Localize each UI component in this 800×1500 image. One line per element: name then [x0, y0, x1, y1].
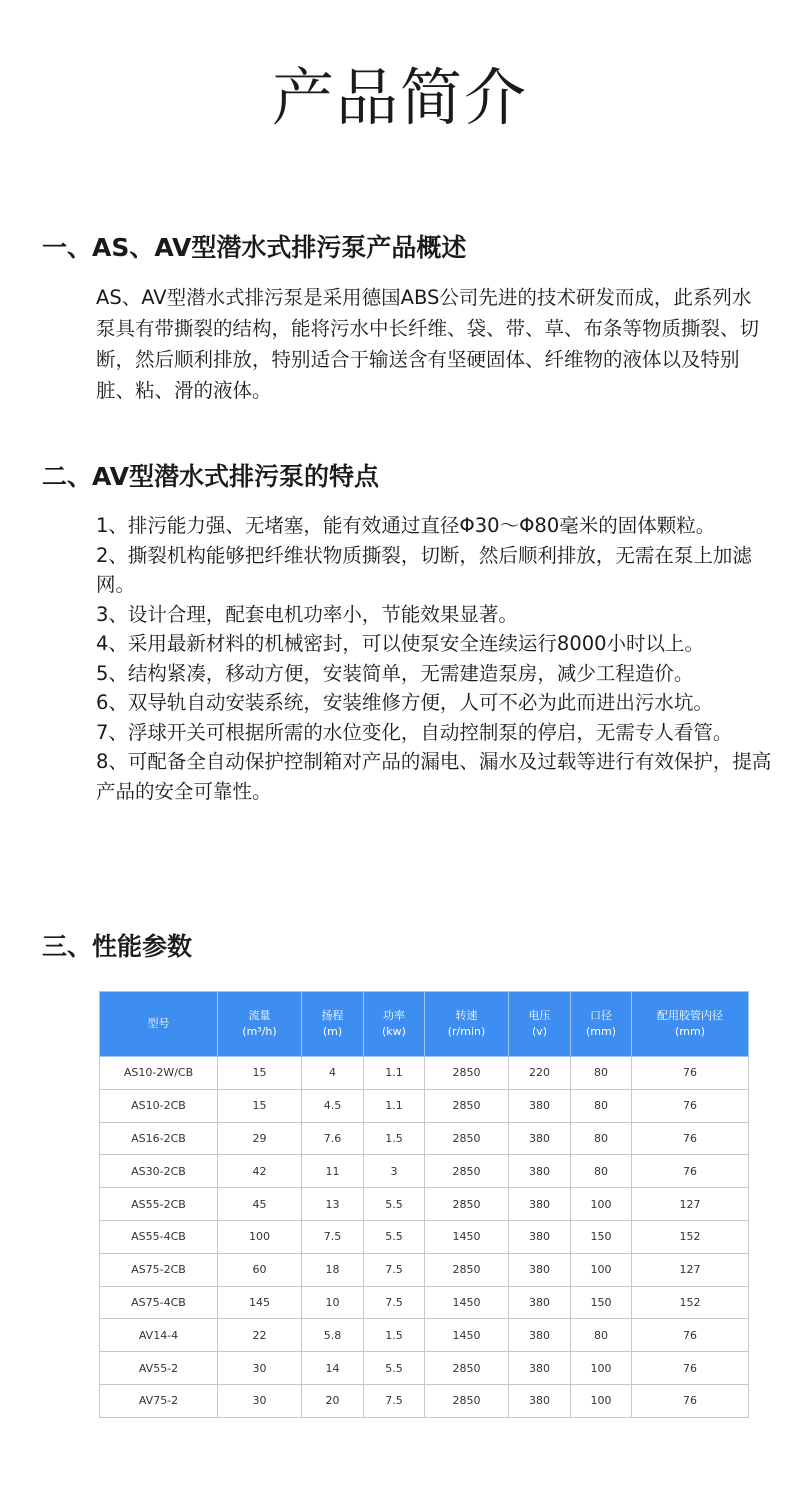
table-cell: 2850	[425, 1188, 509, 1221]
table-cell: 15	[218, 1089, 302, 1122]
table-cell: 2850	[425, 1253, 509, 1286]
table-cell: 76	[632, 1089, 749, 1122]
header-label: 口径	[590, 1009, 612, 1022]
table-cell: 4	[302, 1057, 364, 1090]
table-cell: 150	[571, 1220, 632, 1253]
table-cell: AV14-4	[100, 1319, 218, 1352]
table-cell: 127	[632, 1253, 749, 1286]
table-cell: 2850	[425, 1122, 509, 1155]
table-cell: 100	[571, 1188, 632, 1221]
table-header-cell	[364, 992, 425, 1057]
feature-item: 2、撕裂机构能够把纤维状物质撕裂，切断，然后顺利排放，无需在泵上加滤网。	[96, 543, 752, 596]
table-cell: 127	[632, 1188, 749, 1221]
table-cell: 7.5	[364, 1286, 425, 1319]
table-cell: AS75-2CB	[100, 1253, 218, 1286]
table-header-cell	[302, 992, 364, 1057]
table-row	[100, 1188, 749, 1221]
spec-table	[99, 991, 749, 1418]
header-unit: (kw)	[382, 1025, 406, 1038]
table-cell: 7.5	[302, 1220, 364, 1253]
table-cell: AS55-2CB	[100, 1188, 218, 1221]
table-cell: 29	[218, 1122, 302, 1155]
header-unit: (m)	[322, 1025, 343, 1038]
table-cell: 76	[632, 1057, 749, 1090]
table-cell: 380	[509, 1220, 571, 1253]
table-cell: AS10-2W/CB	[100, 1057, 218, 1090]
table-cell: 10	[302, 1286, 364, 1319]
feature-item: 5、结构紧凑，移动方便，安装简单，无需建造泵房，减少工程造价。	[96, 661, 694, 685]
table-header-cell	[509, 992, 571, 1057]
table-row	[100, 1286, 749, 1319]
section-heading-features: 二、AV型潜水式排污泵的特点	[42, 462, 380, 491]
table-header-row	[100, 992, 749, 1057]
overview-paragraph: AS、AV型潜水式排污泵是采用德国ABS公司先进的技术研发而成，此系列水泵具有带撕裂的结构，能将污水中长纤维、袋、带、草、布条等物质撕裂、切断，然后顺利排放，特别适合于输送含有坚硬固体、纤维物的液体以及特别脏、粘、滑的液体。	[96, 286, 760, 402]
table-cell: 380	[509, 1253, 571, 1286]
table-cell: 30	[218, 1384, 302, 1417]
table-row	[100, 1253, 749, 1286]
table-cell: 150	[571, 1286, 632, 1319]
table-cell: 380	[509, 1384, 571, 1417]
table-cell: 5.8	[302, 1319, 364, 1352]
table-cell: 1.5	[364, 1319, 425, 1352]
table-cell: AV75-2	[100, 1384, 218, 1417]
table-cell: 22	[218, 1319, 302, 1352]
table-cell: 380	[509, 1155, 571, 1188]
table-row	[100, 1352, 749, 1385]
table-row	[100, 1057, 749, 1090]
table-cell: 30	[218, 1352, 302, 1385]
table-cell: 76	[632, 1122, 749, 1155]
table-row	[100, 1319, 749, 1352]
table-cell: 2850	[425, 1155, 509, 1188]
table-cell: 2850	[425, 1352, 509, 1385]
table-row	[100, 1384, 749, 1417]
table-row	[100, 1155, 749, 1188]
table-cell: 20	[302, 1384, 364, 1417]
header-unit: (mm)	[674, 1025, 705, 1038]
header-unit: (mm)	[585, 1025, 616, 1038]
table-cell: 380	[509, 1122, 571, 1155]
table-cell: 13	[302, 1188, 364, 1221]
feature-item: 8、可配备全自动保护控制箱对产品的漏电、漏水及过载等进行有效保护，提高产品的安全可靠性。	[96, 750, 772, 803]
table-cell: AS55-4CB	[100, 1220, 218, 1253]
table-cell: 2850	[425, 1057, 509, 1090]
table-cell: 11	[302, 1155, 364, 1188]
table-cell: 152	[632, 1286, 749, 1319]
table-cell: 3	[364, 1155, 425, 1188]
table-cell: 7.5	[364, 1253, 425, 1286]
table-cell: 1.1	[364, 1089, 425, 1122]
table-cell: 380	[509, 1286, 571, 1319]
section-heading-overview: 一、AS、AV型潜水式排污泵产品概述	[42, 233, 467, 262]
table-cell: AS75-4CB	[100, 1286, 218, 1319]
table-header-cell	[218, 992, 302, 1057]
table-cell: 1.1	[364, 1057, 425, 1090]
feature-item: 7、浮球开关可根据所需的水位变化，自动控制泵的停启，无需专人看管。	[96, 720, 733, 744]
table-cell: 380	[509, 1089, 571, 1122]
table-cell: AS16-2CB	[100, 1122, 218, 1155]
table-header-cell	[632, 992, 749, 1057]
table-cell: 15	[218, 1057, 302, 1090]
table-cell: AS30-2CB	[100, 1155, 218, 1188]
table-cell: 380	[509, 1188, 571, 1221]
table-row	[100, 1089, 749, 1122]
table-cell: 42	[218, 1155, 302, 1188]
table-cell: 80	[571, 1089, 632, 1122]
table-cell: 80	[571, 1057, 632, 1090]
table-cell: 220	[509, 1057, 571, 1090]
header-label: 扬程	[321, 1009, 344, 1022]
table-cell: 100	[571, 1253, 632, 1286]
section-heading-specs: 三、性能参数	[42, 932, 193, 961]
feature-item: 4、采用最新材料的机械密封，可以使泵安全连续运行8000小时以上。	[96, 632, 705, 655]
header-unit: (m³/h)	[242, 1025, 277, 1038]
header-unit: (v)	[531, 1025, 548, 1038]
table-row	[100, 1220, 749, 1253]
page-title: 产品简介	[271, 61, 528, 134]
feature-list	[96, 511, 776, 806]
table-cell: 18	[302, 1253, 364, 1286]
table-cell: 2850	[425, 1384, 509, 1417]
table-header-cell	[425, 992, 509, 1057]
table-cell: 380	[509, 1319, 571, 1352]
feature-item: 1、排污能力强、无堵塞，能有效通过直径Φ30～Φ80毫米的固体颗粒。	[96, 514, 716, 537]
table-cell: AV55-2	[100, 1352, 218, 1385]
feature-item: 6、双导轨自动安装系统，安装维修方便，人可不必为此而进出污水坑。	[96, 691, 713, 714]
table-cell: 80	[571, 1122, 632, 1155]
header-label: 电压	[528, 1009, 551, 1022]
table-cell: 7.5	[364, 1384, 425, 1417]
table-header-cell	[100, 992, 218, 1057]
table-cell: 45	[218, 1188, 302, 1221]
table-cell: 7.6	[302, 1122, 364, 1155]
table-cell: 152	[632, 1220, 749, 1253]
table-cell: 380	[509, 1352, 571, 1385]
table-cell: 5.5	[364, 1352, 425, 1385]
table-cell: 1450	[425, 1319, 509, 1352]
table-cell: 100	[571, 1352, 632, 1385]
table-cell: 1450	[425, 1286, 509, 1319]
table-cell: 60	[218, 1253, 302, 1286]
header-label: 功率	[383, 1009, 405, 1022]
table-cell: 2850	[425, 1089, 509, 1122]
table-cell: AS10-2CB	[100, 1089, 218, 1122]
table-cell: 80	[571, 1155, 632, 1188]
table-cell: 100	[218, 1220, 302, 1253]
table-cell: 76	[632, 1352, 749, 1385]
header-label: 流量	[248, 1009, 271, 1022]
table-cell: 5.5	[364, 1188, 425, 1221]
table-cell: 5.5	[364, 1220, 425, 1253]
table-cell: 76	[632, 1384, 749, 1417]
header-unit: (r/min)	[447, 1025, 486, 1038]
header-label: 型号	[147, 1017, 170, 1030]
header-label: 转速	[455, 1009, 478, 1022]
table-body	[100, 1057, 749, 1418]
header-label: 配用胶管内径	[657, 1009, 723, 1022]
table-cell: 76	[632, 1155, 749, 1188]
table-cell: 80	[571, 1319, 632, 1352]
table-cell: 1.5	[364, 1122, 425, 1155]
table-cell: 100	[571, 1384, 632, 1417]
table-header-cell	[571, 992, 632, 1057]
table-row	[100, 1122, 749, 1155]
table-cell: 76	[632, 1319, 749, 1352]
table-cell: 145	[218, 1286, 302, 1319]
table-cell: 1450	[425, 1220, 509, 1253]
table-cell: 14	[302, 1352, 364, 1385]
feature-item: 3、设计合理，配套电机功率小，节能效果显著。	[96, 602, 518, 626]
table-cell: 4.5	[302, 1089, 364, 1122]
